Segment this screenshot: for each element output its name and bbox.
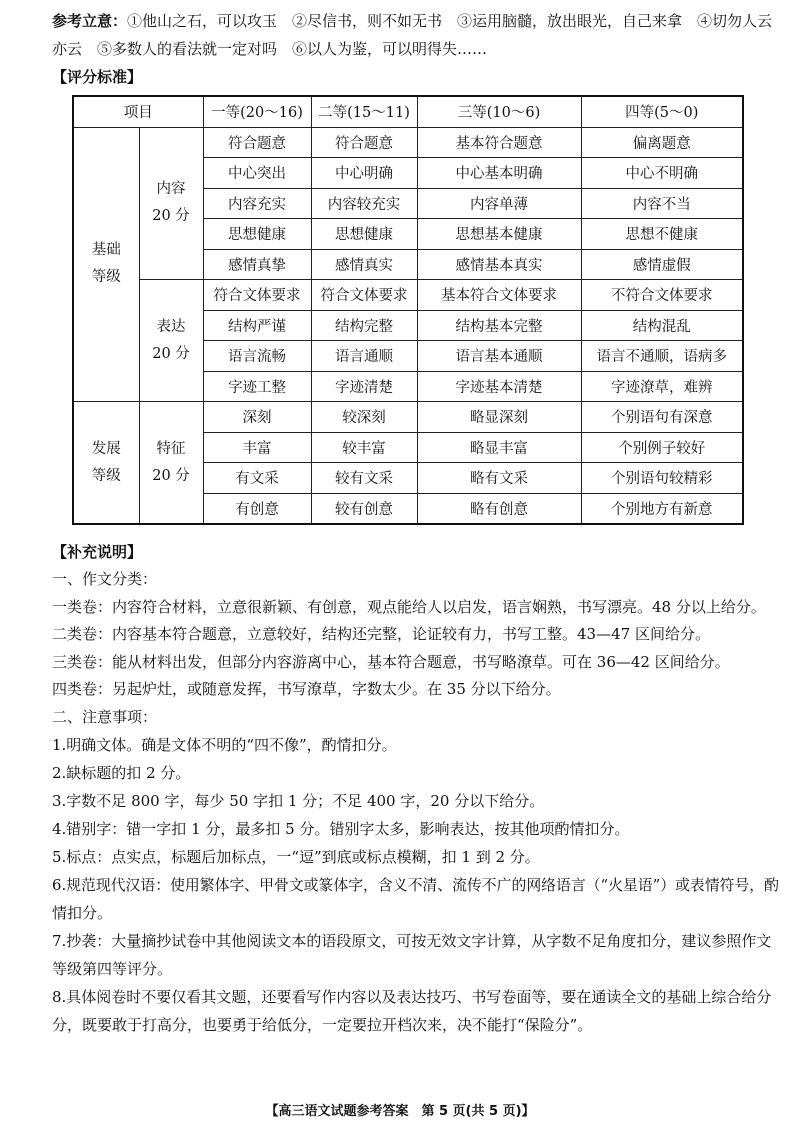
table-cell: 个别地方有新意: [581, 493, 743, 524]
table-header-row: [73, 96, 743, 127]
table-cell: 思想健康: [311, 219, 417, 250]
supplement-line: 3.字数不足 800 字，每少 50 字扣 1 分；不足 400 字，20 分以下给分。: [52, 792, 545, 810]
table-cell: 不符合文体要求: [581, 280, 743, 311]
supplement-line: 7.抄袭：大量摘抄试卷中其他阅读文本的语段原文，可按无效文字计算，从字数不足角度扣分，建议参照作文: [52, 932, 772, 950]
table-cell: 结构严谨: [203, 310, 311, 341]
table-row: [73, 280, 743, 311]
table-cell: 内容不当: [581, 188, 743, 219]
table-cell: 结构混乱: [581, 310, 743, 341]
supplement-line: 等级第四等评分。: [52, 960, 173, 978]
supplement-line: 4.错别字：错一字扣 1 分，最多扣 5 分。错别字太多，影响表达，按其他项酌情扣分。: [52, 820, 630, 838]
group-content: 内容 20 分: [139, 127, 203, 280]
table-cell: 个别语句有深意: [581, 402, 743, 433]
table-cell: 符合题意: [311, 127, 417, 158]
table-cell: 深刻: [203, 402, 311, 433]
table-cell: 语言流畅: [203, 341, 311, 372]
supplement-heading: 【补充说明】: [52, 543, 143, 561]
table-cell: 较有文采: [311, 463, 417, 494]
table-cell: 符合题意: [203, 127, 311, 158]
section-basic: 基础 等级: [73, 127, 139, 402]
table-cell: 语言不通顺，语病多: [581, 341, 743, 372]
header-grade-4: 四等(5～0): [581, 96, 743, 127]
table-cell: 个别例子较好: [581, 432, 743, 463]
table-cell: 思想不健康: [581, 219, 743, 250]
table-cell: 感情真挚: [203, 249, 311, 280]
table-cell: 中心明确: [311, 158, 417, 189]
reference-text-1: ①他山之石，可以攻玉 ②尽信书，则不如无书 ③运用脑髓，放出眼光，自己来拿 ④切勿人云: [127, 12, 773, 30]
table-cell: 感情虚假: [581, 249, 743, 280]
table-cell: 个别语句较精彩: [581, 463, 743, 494]
table-row: [73, 127, 743, 158]
table-cell: 字迹工整: [203, 371, 311, 402]
supplement-line: 6.规范现代汉语：使用繁体字、甲骨文或篆体字，含义不清、流传不广的网络语言（“火星语”）或表情符号，酌: [52, 876, 779, 894]
supplement-line: 三类卷：能从材料出发，但部分内容游离中心，基本符合题意，书写略潦草。可在 36—42 区间给分。: [52, 653, 730, 671]
table-cell: 中心不明确: [581, 158, 743, 189]
table-row: [73, 402, 743, 433]
table-cell: 偏离题意: [581, 127, 743, 158]
table-cell: 感情真实: [311, 249, 417, 280]
table-cell: 符合文体要求: [311, 280, 417, 311]
page-footer: 【高三语文试题参考答案 第 5 页(共 5 页)】: [265, 1104, 535, 1119]
table-cell: 符合文体要求: [203, 280, 311, 311]
header-grade-1: 一等(20～16): [203, 96, 311, 127]
supplement-line: 情扣分。: [52, 904, 113, 922]
table-cell: 结构完整: [311, 310, 417, 341]
table-cell: 字迹潦草，难辨: [581, 371, 743, 402]
table-cell: 有创意: [203, 493, 311, 524]
table-cell: 基本符合题意: [417, 127, 581, 158]
table-cell: 内容单薄: [417, 188, 581, 219]
table-cell: 结构基本完整: [417, 310, 581, 341]
table-cell: 有文采: [203, 463, 311, 494]
supplement-line: 四类卷：另起炉灶，或随意发挥，书写潦草，字数太少。在 35 分以下给分。: [52, 680, 561, 698]
table-cell: 略有文采: [417, 463, 581, 494]
supplement-line: 一类卷：内容符合材料，立意很新颖、有创意，观点能给人以启发，语言娴熟，书写漂亮。48 分以上给分。: [52, 598, 766, 616]
table-cell: 较丰富: [311, 432, 417, 463]
table-cell: 字迹基本清楚: [417, 371, 581, 402]
supplement-line: 2.缺标题的扣 2 分。: [52, 764, 191, 782]
table-cell: 内容充实: [203, 188, 311, 219]
table-cell: 丰富: [203, 432, 311, 463]
supplement-line: 1.明确文体。确是文体不明的“四不像”，酌情扣分。: [52, 736, 397, 754]
supplement-line: 分，既要敢于打高分，也要勇于给低分，一定要拉开档次来，决不能打“保险分”。: [52, 1016, 593, 1034]
table-cell: 略显深刻: [417, 402, 581, 433]
table-cell: 较深刻: [311, 402, 417, 433]
header-item: 项目: [73, 96, 203, 127]
table-cell: 略有创意: [417, 493, 581, 524]
table-cell: 语言基本通顺: [417, 341, 581, 372]
table-cell: 感情基本真实: [417, 249, 581, 280]
table-cell: 略显丰富: [417, 432, 581, 463]
section-development: 发展 等级: [73, 402, 139, 525]
reference-label: 参考立意：: [52, 12, 128, 30]
supplement-line: 5.标点：点实点，标题后加标点，一“逗”到底或标点模糊，扣 1 到 2 分。: [52, 848, 540, 866]
group-expression: 表达 20 分: [139, 280, 203, 402]
grading-table: [72, 95, 744, 525]
supplement-line: 二类卷：内容基本符合题意，立意较好，结构还完整，论证较有力，书写工整。43—47 区间给分。: [52, 625, 710, 643]
table-cell: 内容较充实: [311, 188, 417, 219]
group-features: 特征 20 分: [139, 402, 203, 525]
table-cell: 中心基本明确: [417, 158, 581, 189]
table-cell: 基本符合文体要求: [417, 280, 581, 311]
header-grade-2: 二等(15～11): [311, 96, 417, 127]
header-grade-3: 三等(10～6): [417, 96, 581, 127]
table-cell: 思想基本健康: [417, 219, 581, 250]
supplement-line: 二、注意事项：: [52, 708, 158, 726]
table-cell: 较有创意: [311, 493, 417, 524]
supplement-line: 8.具体阅卷时不要仅看其文题，还要看写作内容以及表达技巧、书写卷面等，要在通读全文的基础上综合给分: [52, 988, 772, 1006]
table-cell: 语言通顺: [311, 341, 417, 372]
reference-line-1: [52, 10, 772, 32]
table-cell: 字迹清楚: [311, 371, 417, 402]
grading-heading: 【评分标准】: [52, 68, 143, 86]
reference-line-2: 亦云 ⑤多数人的看法就一定对吗 ⑥以人为鉴，可以明得失……: [52, 40, 488, 58]
table-cell: 思想健康: [203, 219, 311, 250]
supplement-line: 一、作文分类：: [52, 570, 158, 588]
table-cell: 中心突出: [203, 158, 311, 189]
